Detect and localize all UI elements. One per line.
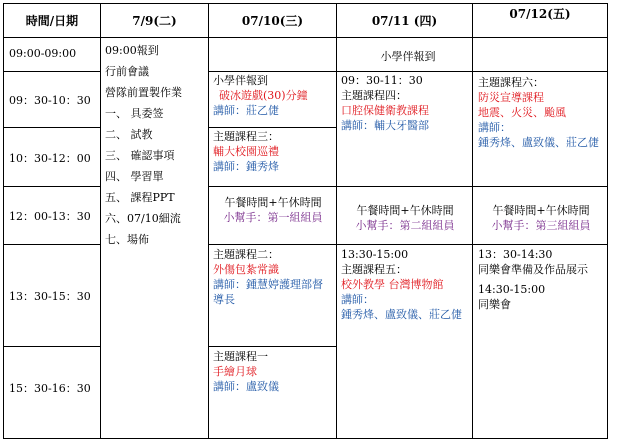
theme3-teacher: 講師：鍾秀烽 — [213, 160, 279, 173]
day2-theme3 — [213, 129, 335, 174]
theme2-name: 外傷包紮常識 — [213, 263, 279, 276]
day3-morning — [341, 73, 471, 133]
header-time-date: 時間/日期 — [25, 14, 79, 28]
time-slot: 13：30-15：30 — [9, 290, 91, 303]
time-slot: 09：30-10：30 — [9, 94, 91, 107]
day4-pm-desc: 同樂會準備及作品展示 — [478, 263, 588, 276]
day1-line: 五、 課程PPT — [105, 191, 175, 204]
theme2-teacher: 講師：鍾慧婷護理部督導長 — [213, 278, 323, 306]
lunch-label: 午餐時間+午休時間 — [492, 204, 590, 217]
day1-line: 七、場佈 — [105, 233, 149, 246]
checkin-banner: 小學伴報到 — [380, 50, 436, 63]
day2-theme1 — [213, 349, 335, 394]
theme5-teachers: 鍾秀烽、盧致儀、莊乙倢 — [341, 308, 462, 321]
day2-morning — [213, 73, 335, 118]
lunch-helper: 小幫手：第一組組員 — [223, 211, 323, 224]
icebreaker-title: 破冰遊戲(30)分鐘 — [219, 89, 308, 102]
header-day-0709: 7/9(二) — [132, 14, 177, 28]
theme5-title: 主題課程五： — [341, 263, 407, 276]
lunch-helper: 小幫手：第三組組員 — [491, 219, 591, 232]
day4-pm-desc2: 同樂會 — [478, 298, 511, 311]
theme6-title: 主題課程六： — [478, 76, 544, 89]
time-slot: 09:00-09:00 — [9, 47, 77, 60]
theme1-name: 手繪月球 — [213, 365, 257, 378]
icebreaker-teacher: 講師：莊乙倢 — [213, 104, 279, 117]
day3-lunch — [338, 203, 472, 233]
theme6-sub: 地震、火災、颱風 — [478, 106, 566, 119]
theme3-name: 輔大校園巡禮 — [213, 145, 279, 158]
theme4-teacher: 講師：輔大牙醫部 — [341, 119, 429, 132]
day4-morning — [478, 75, 606, 150]
day3-pm-time: 13:30-15:00 — [341, 248, 409, 261]
theme6-teachers: 鍾秀烽、盧致儀、莊乙倢 — [478, 136, 599, 149]
theme1-title: 主題課程一 — [213, 350, 268, 363]
day1-line: 三、 確認事項 — [105, 149, 175, 162]
time-slot: 12：00-13：30 — [9, 210, 91, 223]
day2-theme2 — [213, 247, 333, 307]
day1-line: 09:00報到 — [105, 44, 159, 57]
header-day-0710: 07/10(三) — [241, 14, 304, 28]
lunch-helper: 小幫手：第二組組員 — [355, 219, 455, 232]
day1-line: 行前會議 — [105, 65, 149, 78]
theme5-name: 校外教學 台灣博物館 — [341, 278, 444, 291]
theme5-teacher-label: 講師： — [341, 293, 374, 306]
day3-time: 09：30-11：30 — [341, 74, 423, 87]
theme4-name: 口腔保健衛教課程 — [341, 104, 429, 117]
theme2-title: 主題課程二： — [213, 248, 279, 261]
header-day-0711: 07/11 (四) — [371, 14, 438, 28]
day1-line: 一、 具委签 — [105, 107, 164, 120]
day4-pm-time2: 14:30-15:00 — [478, 283, 546, 296]
theme4-title: 主題課程四： — [341, 89, 407, 102]
lunch-label: 午餐時間+午休時間 — [224, 196, 322, 209]
day1-line: 二、 試教 — [105, 128, 153, 141]
time-slot: 15：30-16：30 — [9, 382, 91, 395]
day2-lunch — [210, 195, 336, 225]
day1-line: 營隊前置製作業 — [105, 86, 182, 99]
day1-line: 四、 學習單 — [105, 170, 164, 183]
time-slot: 10：30-12：00 — [9, 152, 91, 165]
day4-lunch — [474, 203, 608, 233]
day4-afternoon — [478, 247, 604, 312]
day4-pm-time: 13：30-14:30 — [478, 248, 553, 261]
day1-line: 六、07/10細流 — [105, 212, 181, 225]
day2-checkin: 小學伴報到 — [213, 74, 268, 87]
header-day-0712: 07/12(五) — [509, 7, 571, 21]
theme6-name: 防災宣導課程 — [478, 91, 544, 104]
theme6-teacher-label: 講師： — [478, 121, 511, 134]
theme1-teacher: 講師：盧致儀 — [213, 380, 279, 393]
theme3-title: 主題課程三： — [213, 130, 279, 143]
day1-agenda — [105, 40, 207, 250]
day3-afternoon — [341, 247, 469, 322]
lunch-label: 午餐時間+午休時間 — [356, 204, 454, 217]
